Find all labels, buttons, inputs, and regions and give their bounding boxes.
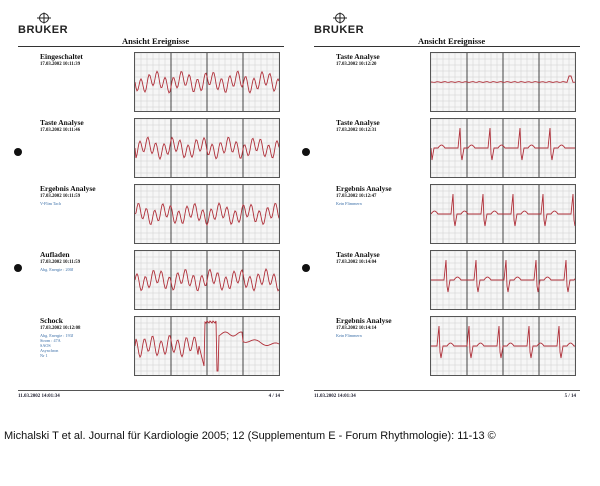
ecg-strip-graphic: [135, 53, 279, 111]
event-detail: SAOS: [40, 343, 51, 348]
ecg-strip: [134, 52, 280, 112]
footer-divider: [18, 390, 284, 391]
ecg-strip-graphic: [431, 119, 575, 177]
event-label: Aufladen: [40, 250, 70, 259]
footer-date: 11.03.2002 14:01:34: [18, 394, 60, 399]
event-detail: Kein Flimmern: [336, 333, 362, 338]
event-timestamp: 17.03.2002 10:12:20: [336, 62, 377, 67]
event-detail: Kein Flimmern: [336, 201, 362, 206]
event-label: Taste Analyse: [336, 118, 380, 127]
page-title: Ansicht Ereignisse: [122, 36, 190, 46]
ecg-strip-graphic: [431, 251, 575, 309]
event-timestamp: 17.03.2002 10:14:04: [336, 260, 377, 265]
logo-text: BRUKER: [314, 24, 365, 36]
event-timestamp: 17.03.2002 10:12:08: [40, 326, 81, 331]
event-timestamp: 17.03.2002 10:11:59: [40, 194, 81, 199]
ecg-strip: [134, 250, 280, 310]
ecg-strip-graphic: [431, 53, 575, 111]
event-timestamp: 17.03.2002 10:12:31: [336, 128, 377, 133]
ecg-strip-graphic: [135, 185, 279, 243]
event-detail: Abg. Energie : 193J: [40, 333, 74, 338]
footer-page-number: 5 / 14: [564, 394, 576, 399]
event-timestamp: 17.03.2002 10:14:14: [336, 326, 377, 331]
footer-divider: [314, 390, 580, 391]
figure-caption: Michalski T et al. Journal für Kardiologie 2005; 12 (Supplementum E - Forum Rhythmologie): 11-13 ©: [4, 430, 496, 442]
event-timestamp: 17.03.2002 10:11:59: [40, 260, 81, 265]
event-detail: V-Flim Tach: [40, 201, 61, 206]
event-detail: Nr 1: [40, 353, 48, 358]
event-label: Eingeschaltet: [40, 52, 83, 61]
event-detail: Asynchron: [40, 348, 59, 353]
ecg-strip: [430, 184, 576, 244]
event-label: Ergebnis Analyse: [336, 316, 392, 325]
binder-hole: [14, 148, 22, 156]
event-timestamp: 17.03.2002 10:12:47: [336, 194, 377, 199]
event-label: Ergebnis Analyse: [336, 184, 392, 193]
event-detail: Strom : 47A: [40, 338, 61, 343]
event-label: Taste Analyse: [40, 118, 84, 127]
ecg-strip-graphic: [431, 185, 575, 243]
ecg-strip: [430, 316, 576, 376]
event-timestamp: 17.03.2002 10:11:46: [40, 128, 81, 133]
ecg-strip-graphic: [135, 317, 279, 375]
report-page-left: [10, 8, 292, 404]
bruker-logo: [314, 12, 370, 38]
ecg-strip: [134, 316, 280, 376]
footer-date: 11.03.2002 14:01:34: [314, 394, 356, 399]
ecg-strip-graphic: [135, 119, 279, 177]
footer-page-number: 4 / 14: [268, 394, 280, 399]
logo-symbol-icon: [36, 12, 52, 24]
event-timestamp: 17.03.2002 10:11:39: [40, 62, 81, 67]
ecg-strip-graphic: [135, 251, 279, 309]
ecg-strip-graphic: [431, 317, 575, 375]
event-label: Ergebnis Analyse: [40, 184, 96, 193]
event-label: Taste Analyse: [336, 52, 380, 61]
logo-text: BRUKER: [18, 24, 69, 36]
ecg-strip: [134, 118, 280, 178]
report-page-right: [306, 8, 588, 404]
page-title: Ansicht Ereignisse: [418, 36, 486, 46]
header-divider: [314, 46, 580, 47]
binder-hole: [302, 264, 310, 272]
binder-hole: [302, 148, 310, 156]
binder-hole: [14, 264, 22, 272]
logo-symbol-icon: [332, 12, 348, 24]
event-label: Taste Analyse: [336, 250, 380, 259]
ecg-strip: [134, 184, 280, 244]
event-label: Schock: [40, 316, 63, 325]
ecg-strip: [430, 52, 576, 112]
ecg-strip: [430, 250, 576, 310]
event-detail: Abg. Energie : 200J: [40, 267, 74, 272]
ecg-strip: [430, 118, 576, 178]
header-divider: [18, 46, 284, 47]
bruker-logo: [18, 12, 74, 38]
